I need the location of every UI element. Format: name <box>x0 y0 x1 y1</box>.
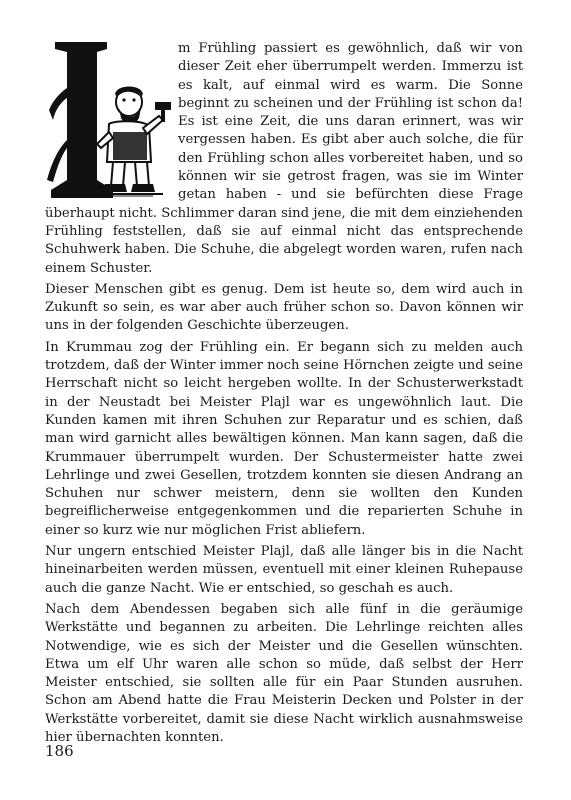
paragraph-3: In Krummau zog der Frühling ein. Er begann sich zu melden auch trotzdem, daß der Winter immer noch seine Hörnchen zeigte und seine Herrschaft nicht so leicht hergeben wollte. In der Schusterwerkstadt in der Neustadt bei Meister Plajl war es ungewöhnlich laut. Die Kunden kamen mit ihren Schuhen zur Reparatur und es schien, daß man wird garnicht alles bewältigen können. Man kann sagen, daß die Krummauer überrumpelt wurden. Der Schustermeister hatte zwei Lehrlinge und zwei Gesellen, trotzdem konnten sie diesen Andrang an Schuhen nur schwer meistern, denn sie wollten den Kunden begreiflicherweise entgegenkommen und die reparierten Schuhe in einer so kurz wie nur möglichen Frist abliefern. <box>45 339 523 538</box>
book-page <box>45 40 523 750</box>
illustrated-initial-i <box>43 40 174 200</box>
shoemaker-illustration <box>43 40 174 200</box>
paragraph-5: Nach dem Abendessen begaben sich alle fünf in die geräumige Werkstätte und begannen zu arbeiten. Die Lehrlinge reichten alles Notwendige, wie es sich der Meister und die Gesellen wünschten. Etwa um elf Uhr waren alle schon so müde, daß selbst der Herr Meister entschied, sie sollten alle für ein Paar Stunden ausruhen. Schon am Abend hatte die Frau Meisterin Decken und Polster in der Werkstätte vorbereitet, damit sie diese Nacht wirklich ausnahmsweise hier übernachten konnten. <box>45 601 523 745</box>
paragraph-4: Nur ungern entschied Meister Plajl, daß alle länger bis in die Nacht hineinarbeiten werden müssen, eventuell mit einer kleinen Ruhepause auch die ganze Nacht. Wie er entschied, so geschah es auch. <box>45 544 523 596</box>
paragraph-2: Dieser Menschen gibt es genug. Dem ist heute so, dem wird auch in Zukunft so sein, es war aber auch früher schon so. Davon können wir uns in der folgenden Geschichte überzeugen. <box>45 281 523 334</box>
paragraph-1: m Frühling passiert es gewöhnlich, daß wir von dieser Zeit eher überrumpelt werden. Immerzu ist es kalt, auf einmal wird es warm. Die Sonne beginnt zu scheinen und der Frühling ist schon da! Es ist eine Zeit, die uns daran erinnert, was wir vergessen haben. Es gibt aber auch solche, die für den Frühling schon alles vorbereitet haben, und so können wir sie getrost fragen, was sie im Winter getan haben - und sie befürchten diese Frage überhaupt nicht. Schlimmer daran sind jene, die mit dem einziehenden Frühling feststellen, daß sie auf einmal nicht das entsprechende Schuhwerk haben. Die Schuhe, die abgelegt worden waren, rufen nach einem Schuster. <box>45 41 523 276</box>
page-number: 186 <box>45 742 74 760</box>
